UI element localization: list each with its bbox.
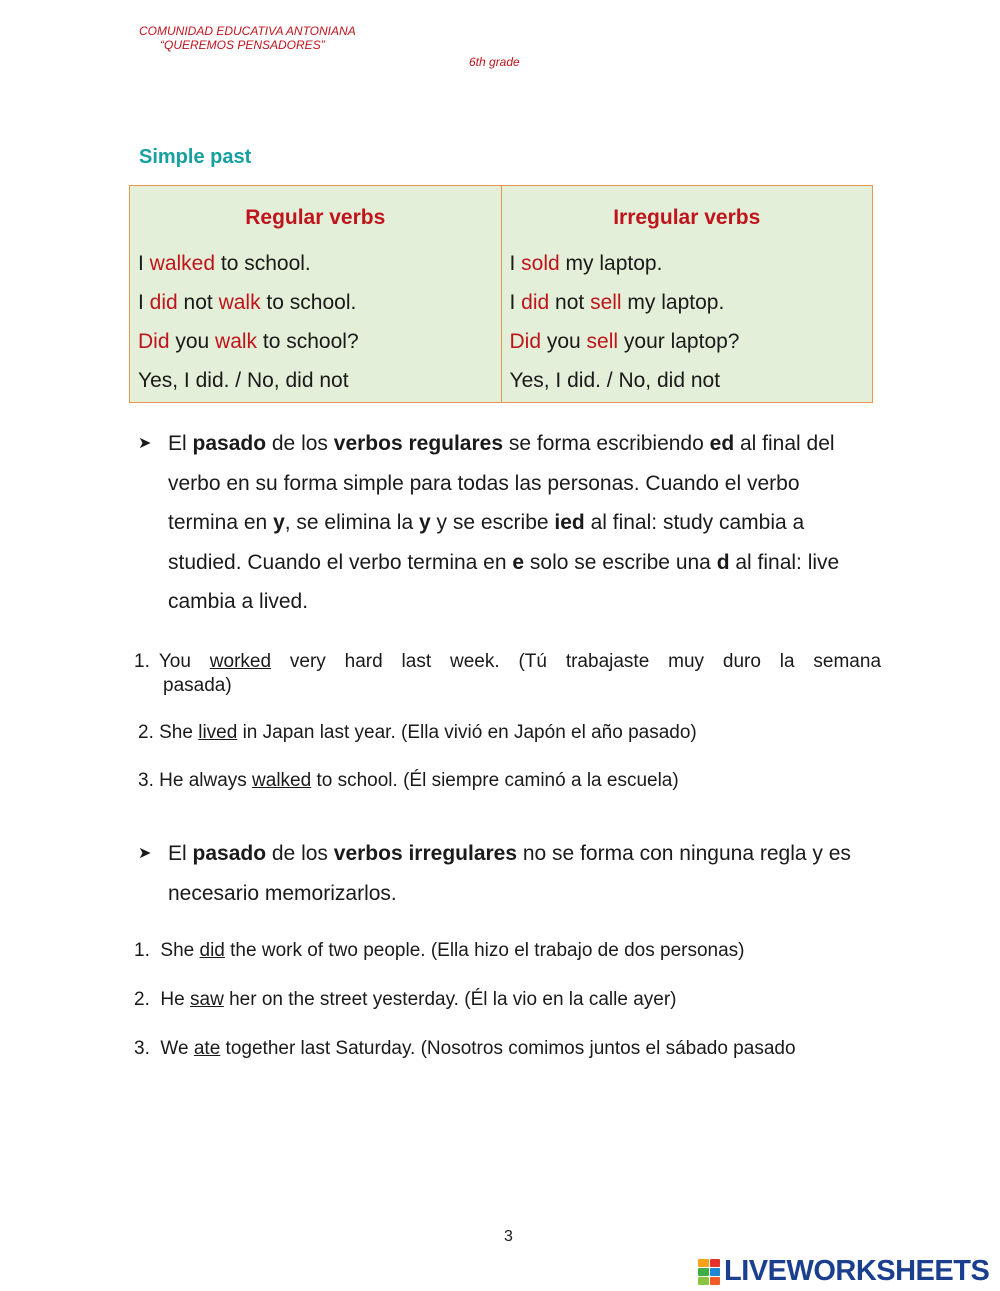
arrow-bullet-icon: ➤ [138, 435, 152, 452]
page-number: 3 [504, 1228, 513, 1245]
example-sentence: You worked very hard last week. (Tú trabajaste muy duro la semana [158, 651, 882, 672]
bold-term: pasado [192, 842, 267, 865]
text-run: , se elimina la [284, 511, 419, 534]
irregular-verbs-rule-text [168, 842, 851, 905]
text-run: se forma escribiendo [503, 432, 710, 455]
irregular-example-row [510, 361, 865, 400]
regular-verbs-rule [138, 424, 868, 622]
text-run: y se escribe [430, 511, 555, 534]
text-run: I [509, 291, 522, 314]
regular-example-1-continuation: pasada) [163, 675, 232, 696]
text-run: Yes, I did. / No, did not [138, 369, 349, 392]
regular-example-row [138, 322, 493, 361]
irregular-verbs-rule [138, 834, 868, 913]
irregular-example-row [510, 322, 865, 361]
text-run: you [541, 330, 587, 353]
liveworksheets-wordmark: LIVEWORKSHEETS [724, 1255, 990, 1287]
text-run: al final: live cambia a lived. [168, 550, 840, 613]
regular-example-2: 2. She lived in Japan last year. (Ella vivió en Japón el año pasado) [138, 722, 697, 743]
highlighted-verb: did [521, 291, 550, 314]
example-number: 1. [134, 651, 150, 672]
bold-term: pasado [192, 432, 267, 455]
highlighted-verb: walked [149, 252, 216, 275]
bold-term: y [418, 511, 431, 534]
regular-verbs-column [130, 186, 501, 402]
school-name: COMUNIDAD EDUCATIVA ANTONIANA [139, 24, 356, 38]
bold-term: verbos regulares [333, 432, 504, 455]
bold-term: y [273, 511, 285, 534]
bold-term: verbos irregulares [333, 842, 518, 865]
highlighted-verb: sell [590, 291, 622, 314]
bold-term: ied [554, 511, 585, 534]
text-run: my laptop. [621, 291, 725, 314]
highlighted-verb: walk [215, 330, 258, 353]
arrow-bullet-icon: ➤ [138, 845, 152, 862]
highlighted-verb: sell [586, 330, 619, 353]
past-verb: did [199, 940, 225, 961]
liveworksheets-icon [698, 1259, 720, 1285]
past-verb: worked [209, 651, 272, 672]
school-motto: “QUEREMOS PENSADORES” [160, 38, 325, 52]
irregular-example-row [510, 283, 865, 322]
past-verb: lived [198, 722, 238, 743]
irregular-example-2: 2. He saw her on the street yesterday. (Él la vio en la calle ayer) [134, 989, 677, 1010]
text-run: you [169, 330, 216, 353]
text-run: I [509, 252, 522, 275]
text-run: El [168, 432, 193, 455]
regular-example-row [138, 283, 493, 322]
past-verb: walked [252, 770, 312, 791]
highlighted-verb: sold [521, 252, 560, 275]
highlighted-verb: Did [509, 330, 542, 353]
bold-term: ed [709, 432, 735, 455]
highlighted-verb: did [149, 291, 178, 314]
text-run: solo se escribe una [524, 550, 717, 574]
grade-label: 6th grade [469, 55, 520, 69]
irregular-example-row [510, 244, 865, 283]
highlighted-verb: Did [138, 330, 170, 353]
past-verb: saw [190, 989, 224, 1010]
liveworksheets-logo[interactable] [698, 1255, 989, 1288]
regular-verbs-rule-text [168, 432, 839, 613]
irregular-example-3: 3. We ate together last Saturday. (Nosotros comimos juntos el sábado pasado [134, 1038, 796, 1059]
regular-example-1 [134, 651, 881, 673]
regular-example-row [138, 361, 493, 400]
text-run: El [168, 842, 193, 865]
text-run: to school. [260, 291, 357, 314]
regular-example-row [138, 244, 493, 283]
text-run: I [138, 252, 150, 275]
verb-table [129, 185, 873, 403]
text-run: no se forma con ninguna regla y es necesario memorizarlos. [168, 842, 851, 905]
irregular-verbs-heading: Irregular verbs [613, 206, 761, 229]
text-run: de los [266, 842, 334, 865]
bold-term: e [512, 550, 525, 574]
text-run: I [138, 291, 150, 314]
text-run: Yes, I did. / No, did not [509, 369, 721, 392]
section-title: Simple past [139, 146, 252, 168]
irregular-verbs-column [501, 186, 873, 402]
text-run: your laptop? [618, 330, 740, 353]
text-run: to school? [257, 330, 359, 353]
highlighted-verb: walk [218, 291, 261, 314]
text-run: al final: study cambia a studied. Cuando el verbo termina en [168, 511, 805, 574]
regular-verbs-heading: Regular verbs [245, 206, 386, 229]
bold-term: d [716, 550, 730, 574]
text-run: not [177, 291, 219, 314]
text-run: my laptop. [559, 252, 663, 275]
text-run: to school. [215, 252, 311, 275]
regular-example-3: 3. He always walked to school. (Él siempre caminó a la escuela) [138, 770, 679, 791]
text-run: al final del verbo en su forma simple para todas las personas. Cuando el verbo termina en [168, 432, 835, 534]
past-verb: ate [193, 1038, 221, 1059]
text-run: not [549, 291, 591, 314]
irregular-example-1: 1. She did the work of two people. (Ella hizo el trabajo de dos personas) [134, 940, 745, 961]
text-run: de los [266, 432, 334, 455]
